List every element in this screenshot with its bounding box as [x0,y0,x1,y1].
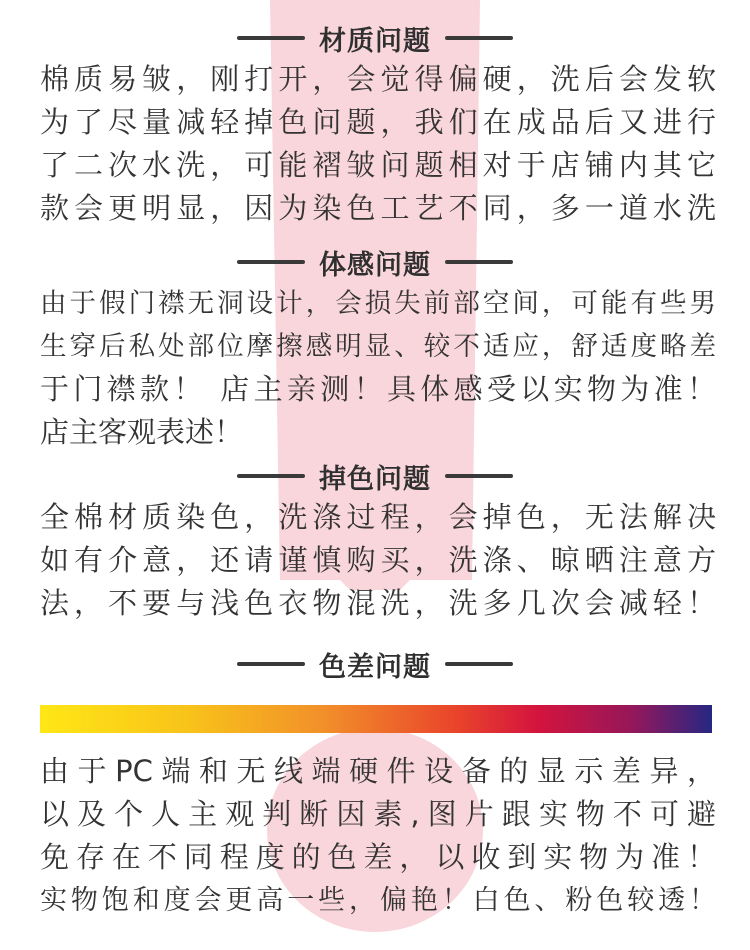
material-paragraph [40,58,716,230]
text-line: 为了尽量减轻掉色问题，我们在成品后又进行 [40,105,716,139]
text-line: 免存在不同程度的色差，以收到实物为准！ [40,840,716,874]
title-line-right [445,662,513,666]
text-line: 如有介意，还请谨慎购买，洗涤、晾晒注意方 [40,543,716,577]
title-line-left [237,260,305,264]
text-line: 款会更明显，因为染色工艺不同，多一道水洗 [40,191,716,225]
text-line: 由于PC端和无线端硬件设备的显示差异， [40,754,716,788]
text-line: 生穿后私处部位摩擦感明显、较不适应，舒适度略差 [40,331,716,362]
section-heading: 掉色问题 [319,463,431,495]
section-title-material [0,18,750,58]
title-line-left [237,474,305,478]
section-title-feel [0,242,750,282]
section-title-fading [0,456,750,496]
title-line-right [445,474,513,478]
section-title-color-difference [0,644,750,684]
color-gradient-bar [40,705,712,733]
title-line-right [445,260,513,264]
title-line-right [445,36,513,40]
text-line: 实物饱和度会更高一些，偏艳！白色、粉色较透！ [40,885,716,916]
section-heading: 体感问题 [319,249,431,281]
text-line: 棉质易皱，刚打开，会觉得偏硬，洗后会发软 [40,62,716,96]
text-line: 法，不要与浅色衣物混洗，洗多几次会减轻！ [40,586,716,620]
text-line: 了二次水洗，可能褶皱问题相对于店铺内其它 [40,148,716,182]
text-line: 店主客观表述！ [40,415,244,449]
text-line: 于门襟款！ 店主亲测！具体感受以实物为准！ [40,372,716,406]
title-line-left [237,36,305,40]
text-line: 以及个人主观判断因素,图片跟实物不可避 [40,797,716,831]
text-line: 全棉材质染色，洗涤过程，会掉色，无法解决 [40,500,716,534]
title-line-left [237,662,305,666]
color-difference-paragraph [40,750,716,922]
text-line: 由于假门襟无洞设计，会损失前部空间，可能有些男 [40,288,716,319]
section-heading: 材质问题 [319,25,431,57]
section-heading: 色差问题 [319,651,431,683]
feel-paragraph [40,282,716,454]
fading-paragraph [40,496,716,625]
